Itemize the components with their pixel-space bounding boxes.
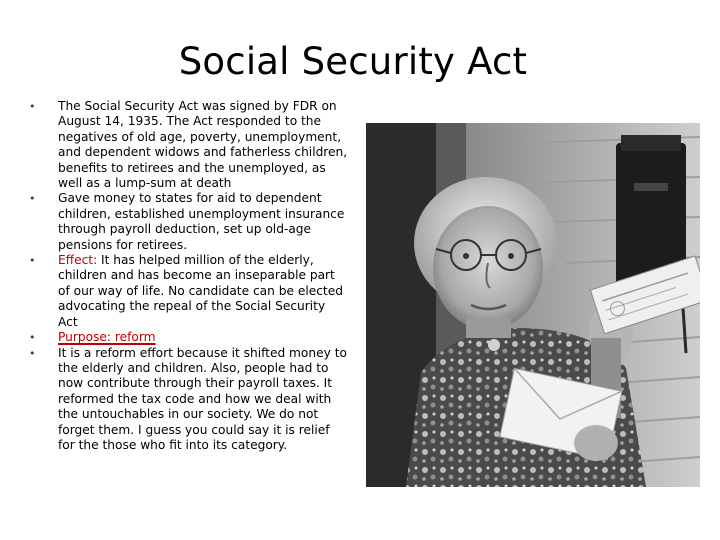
bullet-item-signing <box>26 99 348 191</box>
bullet-list <box>26 99 348 453</box>
bullet-text: It has helped million of the elderly, children and has become an inseparable part of our way of life. No candidate can be elected advocating the repeal of the Social Security Act <box>58 253 343 329</box>
bullet-dot: • <box>29 346 36 360</box>
effect-label: Effect: <box>58 253 98 268</box>
bullet-item-reform <box>26 346 348 454</box>
photo-elderly-woman-holding-check-icon <box>366 123 700 487</box>
bullet-text: The Social Security Act was signed by FDR on August 14, 1935. The Act responded to the negatives of old age, poverty, unemployment, and dependent widows and fatherless children, benefits to retirees and the unemployed, as well as a lump-sum at death <box>58 99 348 191</box>
bullet-item-purpose <box>26 330 348 345</box>
purpose-label: Purpose: reform <box>58 330 156 345</box>
bullet-item-effect <box>26 253 348 330</box>
photo-elderly-woman-holding-check <box>366 123 700 487</box>
bullet-dot: • <box>29 100 36 113</box>
bullet-text: It is a reform effort because it shifted money to the elderly and children. Also, people had to now contribute through their payroll taxes. It reformed the tax code and how we deal with the untouchables in our society. We do not forget them. I guess you could say it is relief for the those who fit into its category. <box>58 345 347 452</box>
slide-title: Social Security Act <box>178 40 528 83</box>
bullet-dot: • <box>29 192 36 206</box>
bullet-item-funding <box>26 191 348 253</box>
bullet-dot: • <box>29 254 36 268</box>
bullet-text: Gave money to states for aid to dependent children, established unemployment insurance through payroll deduction, set up old-age pensions for retirees. <box>58 191 345 252</box>
bullet-dot: • <box>29 331 36 345</box>
